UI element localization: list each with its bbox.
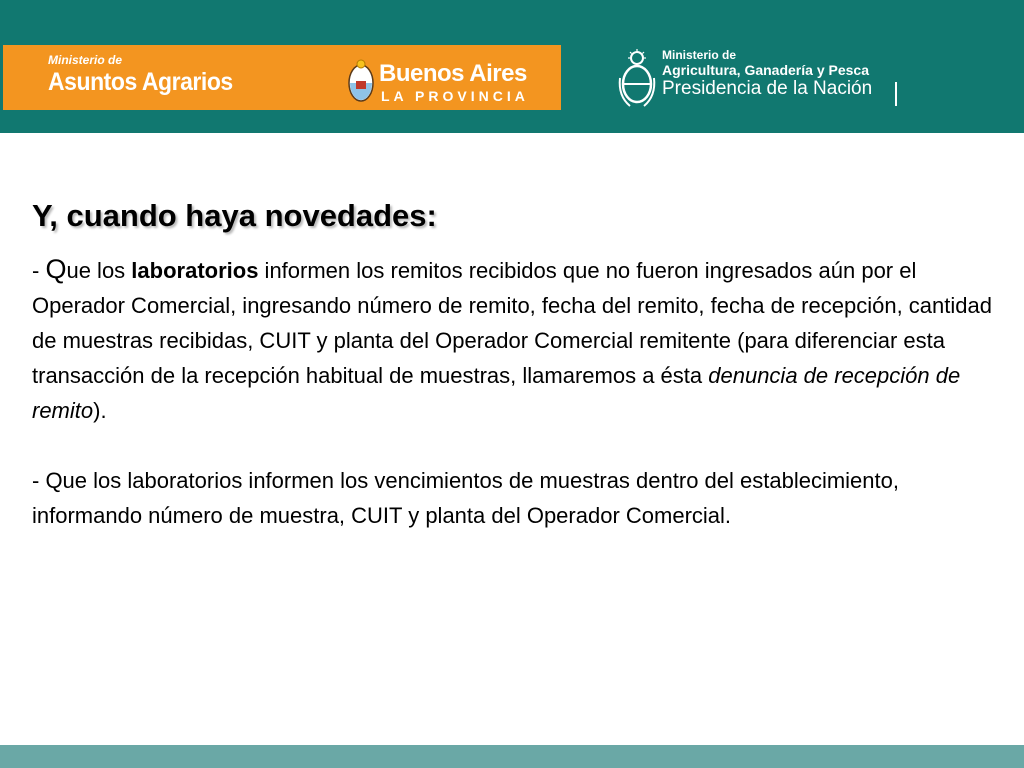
paragraph-vencimientos: - Que los laboratorios informen los vencimientos de muestras dentro del establecimiento, informando número de muestra, CUIT y planta del Operador Comercial.	[32, 468, 899, 528]
slide-title: Y, cuando haya novedades:	[32, 198, 437, 233]
logo-divider	[895, 82, 897, 106]
asuntos-agrarios-logo: Asuntos Agrarios	[48, 68, 233, 96]
p1-text-a: ue los	[66, 258, 132, 283]
buenos-aires-shield-icon	[346, 57, 376, 105]
nacion-ministerio-label: Ministerio de	[662, 48, 737, 62]
la-provincia-subtitle: LA PROVINCIA	[381, 88, 529, 104]
nacion-ministry-name: Agricultura, Ganadería y Pesca	[662, 62, 869, 78]
header-banner	[0, 0, 1024, 133]
dash: -	[32, 258, 46, 283]
p1-text-b: informen los remitos recibidos que no fueron ingresados aún por el Operador Comercial, ingresando número de remito, fecha del remito, fecha de recepción, cantidad de muestras recibidas, CUIT y planta del Operador Comercial remitente (para diferenciar esta transacción de la recepción habitual de muestras, llamaremos a ésta	[32, 258, 992, 388]
slide-content	[32, 198, 1002, 533]
p1-text-c: ).	[93, 398, 107, 423]
buenos-aires-title: Buenos Aires	[379, 60, 527, 87]
asuntos-ministerio-label: Ministerio de	[48, 53, 123, 67]
p1-italic-term: denuncia de recepción de remito	[32, 363, 961, 423]
presidencia-label: Presidencia de la Nación	[662, 78, 873, 99]
national-coat-of-arms-icon	[616, 48, 658, 110]
p1-bold-laboratorios: laboratorios	[131, 258, 259, 283]
dropcap-q: Q	[45, 254, 67, 284]
footer-bar	[0, 745, 1024, 768]
paragraph-laboratorios-remitos	[32, 252, 1002, 428]
